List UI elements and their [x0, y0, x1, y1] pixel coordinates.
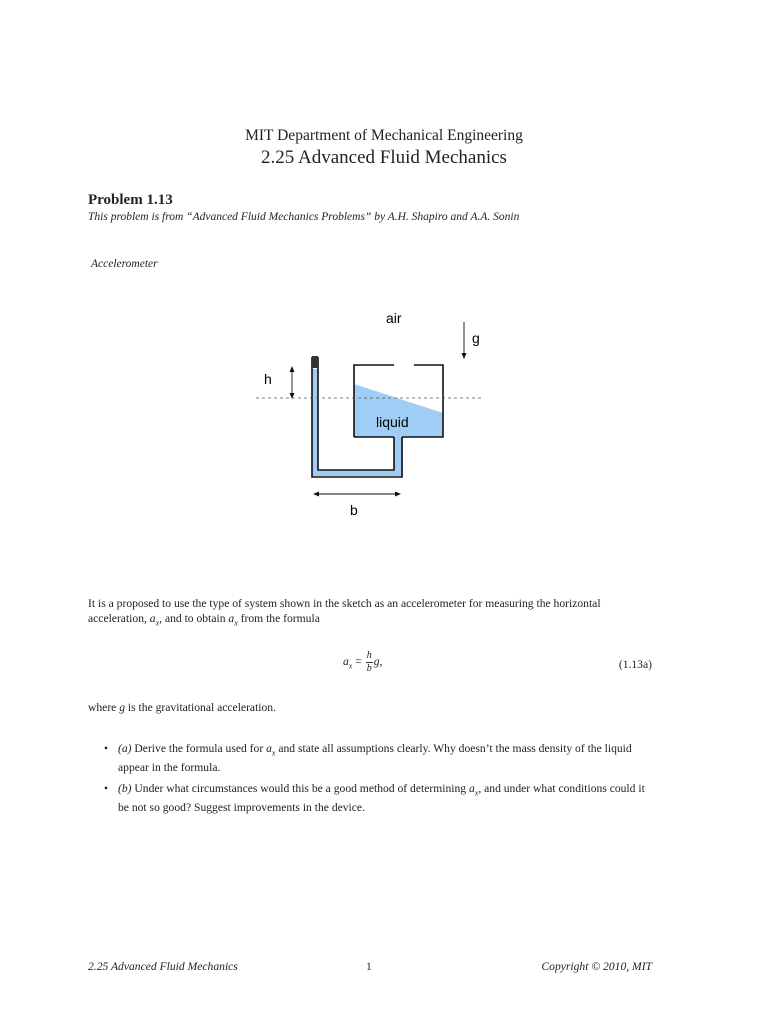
label-g: g — [472, 330, 480, 346]
course-title: 2.25 Advanced Fluid Mechanics — [261, 147, 507, 168]
equation-number: (1.13a) — [618, 658, 652, 671]
gravity-paragraph: where g is the gravitational acceleration. — [88, 701, 277, 714]
problem-source: This problem is from “Advanced Fluid Mechanics Problems” by A.H. Shapiro and A.A. Sonin — [88, 211, 520, 223]
footer-course: 2.25 Advanced Fluid Mechanics — [88, 960, 238, 973]
label-b: b — [350, 502, 358, 518]
problem-title: Problem 1.13 — [88, 192, 173, 208]
label-liquid: liquid — [376, 414, 409, 430]
tube-cap — [312, 356, 318, 368]
label-h: h — [264, 371, 272, 387]
label-air: air — [386, 310, 402, 326]
section-title: Accelerometer — [91, 258, 158, 270]
bottom-tube-liquid — [312, 470, 403, 476]
bullet-dot: • — [104, 742, 109, 755]
formula: $a_x$ = $\frac{h}{b}$ g, — [343, 650, 383, 674]
footer-page-number: 1 — [366, 960, 372, 973]
footer-copyright: Copyright © 2010, MIT — [541, 960, 652, 973]
intro-paragraph: It is a proposed to use the type of system shown in the sketch as an accelerometer for measuring the horizontal acceleration, $a_x$, and to obtain $a_x$ from the formula — [88, 597, 601, 628]
left-tube-liquid — [312, 369, 318, 476]
department-heading: MIT Department of Mechanical Engineering — [245, 127, 523, 144]
bullet-dot: • — [104, 782, 109, 795]
